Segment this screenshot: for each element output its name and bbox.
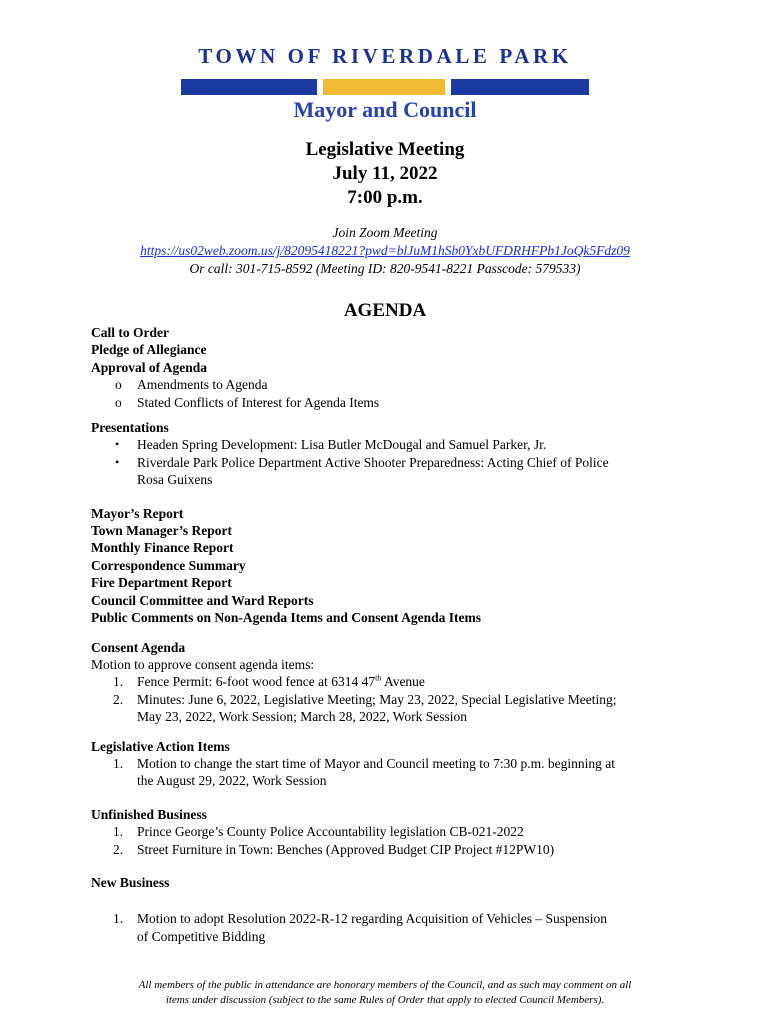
bar-gold-center (323, 79, 445, 95)
list-number: 1. (113, 755, 124, 771)
zoom-info (0, 224, 770, 278)
list-number: 1. (113, 674, 124, 690)
zoom-link[interactable]: https://us02web.zoom.us/j/82095418221?pwd=blJuM1hSb0YxbUFDRHFPb1JoQk5Fdz09 (140, 243, 630, 258)
list-marker: o (115, 394, 122, 410)
list-item-text: Street Furniture in Town: Benches (Approved Budget CIP Project #12PW10) (137, 841, 555, 857)
list-item-continuation (91, 928, 691, 945)
zoom-join-text: Join Zoom Meeting (332, 225, 438, 240)
meeting-info (0, 138, 770, 210)
consent-intro: Motion to approve consent agenda items: (91, 656, 315, 672)
consent-agenda-heading: Consent Agenda (91, 639, 186, 655)
zoom-call-info: Or call: 301-715-8592 (Meeting ID: 820-9541-8221 Passcode: 579533) (189, 261, 581, 276)
header-color-bars (181, 79, 589, 95)
bullet-marker: • (115, 454, 120, 469)
presentations-heading: Presentations (91, 420, 169, 436)
list-item (91, 394, 691, 411)
list-item-continuation (91, 708, 691, 725)
list-item-text: Minutes: June 6, 2022, Legislative Meeting; May 23, 2022, Special Legislative Meeting; (137, 691, 617, 707)
bullet-marker: • (115, 437, 120, 452)
list-item (91, 673, 691, 690)
list-item (91, 841, 691, 858)
list-item (91, 755, 691, 772)
list-number: 1. (113, 911, 124, 927)
town-name: TOWN OF RIVERDALE PARK (198, 44, 572, 68)
new-business-heading: New Business (91, 874, 170, 890)
list-marker: o (115, 377, 122, 393)
legislative-action-heading: Legislative Action Items (91, 738, 230, 754)
list-item-text: Headen Spring Development: Lisa Butler McDougal and Samuel Parker, Jr. (137, 437, 547, 453)
report-heading: Mayor’s Report (91, 505, 184, 521)
list-number: 2. (113, 691, 124, 707)
bar-blue-right (451, 79, 589, 95)
call-to-order: Call to Order (91, 325, 169, 340)
footer-line: All members of the public in attendance are honorary members of the Council, and as such may comment on all (138, 979, 632, 991)
report-heading: Public Comments on Non-Agenda Items and Consent Agenda Items (91, 610, 482, 626)
report-heading: Fire Department Report (91, 575, 232, 591)
list-item (91, 823, 691, 840)
report-heading: Town Manager’s Report (91, 523, 232, 539)
pledge: Pledge of Allegiance (91, 342, 207, 358)
list-item-text: Prince George’s County Police Accountability legislation CB-021-2022 (137, 824, 524, 840)
report-heading: Monthly Finance Report (91, 540, 234, 556)
list-item-text: Fence Permit: 6-foot wood fence at 6314 47th Avenue (137, 673, 425, 690)
list-item-text: Motion to change the start time of Mayor and Council meeting to 7:30 p.m. beginning at (137, 755, 616, 771)
footer-note (60, 978, 710, 1008)
approval-of-agenda: Approval of Agenda (91, 359, 208, 375)
report-heading: Correspondence Summary (91, 557, 246, 573)
list-item (91, 910, 691, 927)
list-number: 1. (113, 824, 124, 840)
list-item (91, 454, 691, 471)
list-item-text: Rosa Guixens (137, 472, 213, 488)
meeting-time: 7:00 p.m. (347, 187, 423, 208)
list-number: 2. (113, 841, 124, 857)
list-item-text: the August 29, 2022, Work Session (137, 773, 327, 789)
list-item (91, 376, 691, 393)
list-item-continuation (91, 471, 691, 488)
list-item-text: Motion to adopt Resolution 2022-R-12 regarding Acquisition of Vehicles – Suspension (137, 911, 607, 927)
agenda-title: AGENDA (343, 300, 427, 321)
list-item (91, 436, 691, 453)
meeting-type: Legislative Meeting (305, 139, 465, 160)
list-item-text: of Competitive Bidding (137, 928, 266, 944)
agenda-content (91, 324, 691, 945)
unfinished-business-heading: Unfinished Business (91, 806, 207, 822)
list-item-text: Stated Conflicts of Interest for Agenda Items (137, 394, 380, 410)
list-item-text: May 23, 2022, Work Session; March 28, 2022, Work Session (137, 709, 467, 725)
list-item-text: Riverdale Park Police Department Active Shooter Preparedness: Acting Chief of Police (137, 454, 609, 470)
list-item-text: Amendments to Agenda (137, 377, 268, 393)
bar-blue-left (181, 79, 317, 95)
list-item-continuation (91, 772, 691, 789)
council-heading: Mayor and Council (293, 97, 477, 122)
report-heading: Council Committee and Ward Reports (91, 592, 314, 608)
meeting-date: July 11, 2022 (332, 163, 438, 184)
footer-line: items under discussion (subject to the same Rules of Order that apply to elected Council Members). (165, 994, 605, 1006)
list-item (91, 691, 691, 708)
